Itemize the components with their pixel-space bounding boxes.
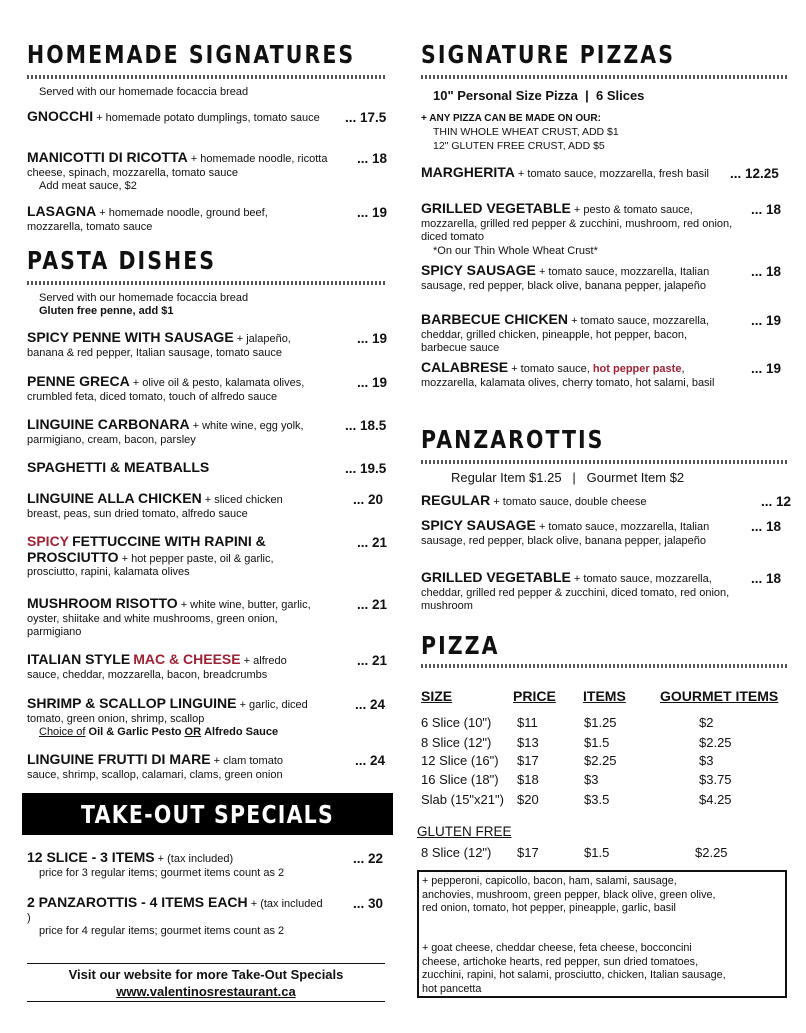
section-intro: Served with our homemade focaccia bread [39,86,249,98]
table-cell: $3 [699,753,714,768]
menu-item: GRILLED VEGETABLE + pesto & tomato sauce, mozzarella, grilled red pepper & zucchini, mushroom, red onion, diced tomato *On our Thin Whole Wheat Crust* [421,200,733,257]
divider [27,281,385,285]
price: ... 18.5 [345,418,387,433]
section-title-pasta: PASTA DISHES [27,246,217,275]
price: ... 19.5 [345,461,387,476]
section-intro: 10" Personal Size Pizza | 6 Slices [433,88,645,103]
takeout-item: 2 PANZAROTTIS - 4 ITEMS EACH + (tax included ) price for 4 regular items; gourmet items count as 2 [27,894,323,937]
table-cell: $1.25 [584,715,617,730]
price: ... 30 [353,896,384,911]
table-header: SIZE [421,688,453,704]
price: ... 21 [357,653,388,668]
menu-item: SPICY PENNE WITH SAUSAGE + jalapeño, banana & red pepper, Italian sausage, tomato sauce [27,329,291,359]
table-cell: $2.25 [699,735,732,750]
price: ... 18 [357,151,388,166]
menu-item: BARBECUE CHICKEN + tomato sauce, mozzarella, cheddar, grilled chicken, pineapple, hot pepper, bacon, barbecue sauce [421,311,709,354]
price: ... 22 [353,851,384,866]
section-intro-gluten: Gluten free penne, add $1 [39,305,174,317]
crust-note: + ANY PIZZA CAN BE MADE ON OUR: [421,113,601,124]
table-cell: $17 [517,845,539,860]
table-cell: 16 Slice (18") [421,772,499,787]
menu-item-lasagna: LASAGNA + homemade noodle, ground beef, mozzarella, tomato sauce [27,203,268,233]
table-cell: $1.5 [584,845,610,860]
section-title-signature-pizzas: SIGNATURE PIZZAS [421,40,676,69]
table-header: GOURMET ITEMS [660,688,779,704]
section-title-takeout: TAKE-OUT SPECIALS [81,800,334,829]
price: ... 17.5 [345,110,387,125]
table-cell: $3.5 [584,792,610,807]
price: ... 24 [355,697,386,712]
menu-item: ITALIAN STYLE MAC & CHEESE + alfredo sauce, cheddar, mozzarella, bacon, breadcrumbs [27,651,287,681]
crust-note: 12" GLUTEN FREE CRUST, ADD $5 [433,140,605,152]
section-title-panzarottis: PANZAROTTIS [421,425,605,454]
table-cell: $3 [584,772,599,787]
table-cell: $2.25 [695,845,728,860]
price: ... 18 [751,571,782,586]
menu-item: MARGHERITA + tomato sauce, mozzarella, fresh basil [421,164,709,180]
divider [421,75,787,79]
menu-item: SPICY SAUSAGE + tomato sauce, mozzarella, Italian sausage, red pepper, black olive, banana pepper, jalapeño [421,262,710,292]
table-cell: $13 [517,735,539,750]
price: ... 19 [357,205,388,220]
table-cell: 8 Slice (12") [421,845,492,860]
price: ... 12.25 [730,166,779,181]
table-header: ITEMS [583,688,626,704]
gluten-free-row [421,845,789,863]
menu-item: MUSHROOM RISOTTO + white wine, butter, garlic, oyster, shiitake and white mushrooms, green onion, parmigiano [27,595,311,638]
table-cell: 6 Slice (10") [421,715,492,730]
regular-toppings: + pepperoni, capicollo, bacon, ham, salami, sausage, anchovies, mushroom, green pepper, black olive, green olive, red onion, tomato, hot pepper, pineapple, garlic, basil [422,875,716,914]
menu-item: LINGUINE FRUTTI DI MARE + clam tomato sauce, shrimp, scallop, calamari, clams, green onion [27,751,283,781]
website-note: Visit our website for more Take-Out Specials [68,967,344,982]
section-title-homemade: HOMEMADE SIGNATURES [27,40,356,69]
table-cell: $2 [699,715,714,730]
price: ... 19 [357,331,388,346]
section-title-pizza: PIZZA [421,631,500,660]
menu-item: REGULAR + tomato sauce, double cheese [421,492,647,508]
price: ... 18 [751,264,782,279]
price: ... 12 [761,494,792,509]
crust-note: THIN WHOLE WHEAT CRUST, ADD $1 [433,126,619,138]
price: ... 18 [751,202,782,217]
menu-item: SHRIMP & SCALLOP LINGUINE + garlic, diced tomato, green onion, shrimp, scallop Choice of Oil & Garlic Pesto OR Alfredo Sauce [27,695,308,738]
takeout-banner [22,793,393,835]
divider [27,75,385,79]
divider [27,963,385,964]
price: ... 21 [357,535,388,550]
table-header: PRICE [513,688,556,704]
price: ... 20 [353,492,384,507]
table-cell: 12 Slice (16") [421,753,499,768]
section-intro: Served with our homemade focaccia bread [39,292,249,304]
table-cell: $17 [517,753,539,768]
menu-item: GRILLED VEGETABLE + tomato sauce, mozzarella, cheddar, grilled red pepper & zucchini, diced tomato, red onion, mushroom [421,569,730,612]
price: ... 21 [357,597,388,612]
pizza-table [421,688,789,808]
website-link[interactable]: www.valentinosrestaurant.ca [116,984,296,999]
menu-item: SPICY SAUSAGE + tomato sauce, mozzarella, Italian sausage, red pepper, black olive, banana pepper, jalapeño [421,517,710,547]
menu-item: LINGUINE ALLA CHICKEN + sliced chicken breast, peas, sun dried tomato, alfredo sauce [27,490,283,520]
table-cell: $3.75 [699,772,732,787]
table-cell: Slab (15"x21") [421,792,504,807]
gourmet-toppings: + goat cheese, cheddar cheese, feta cheese, bocconcini cheese, artichoke hearts, red pepper, sun dried tomatoes, zucchini, rapini, hot salami, prosciutto, chicken, Italian sausage, hot pancetta [422,942,726,995]
divider [27,1001,385,1002]
gluten-free-title: GLUTEN FREE [417,824,512,839]
table-cell: $18 [517,772,539,787]
takeout-item: 12 SLICE - 3 ITEMS + (tax included) price for 3 regular items; gourmet items count as 2 [27,849,285,879]
table-cell: $4.25 [699,792,732,807]
menu-item-manicotti: MANICOTTI DI RICOTTA + homemade noodle, ricotta cheese, spinach, mozzarella, tomato sauce Add meat sauce, $2 [27,149,328,192]
menu-item: PENNE GRECA + olive oil & pesto, kalamata olives, crumbled feta, diced tomato, touch of alfredo sauce [27,373,305,403]
table-cell: $2.25 [584,753,617,768]
price: ... 18 [751,519,782,534]
menu-item: SPAGHETTI & MEATBALLS [27,459,210,475]
table-cell: $11 [517,715,538,730]
table-cell: 8 Slice (12") [421,735,492,750]
menu-item: SPICY FETTUCCINE WITH RAPINI & PROSCIUTTO + hot pepper paste, oil & garlic, prosciutto, rapini, kalamata olives [27,533,274,578]
section-intro: Regular Item $1.25 | Gourmet Item $2 [451,470,685,485]
divider [421,664,787,668]
menu-item: CALABRESE + tomato sauce, hot pepper paste, mozzarella, kalamata olives, cherry tomato, hot salami, basil [421,359,715,389]
menu-item: LINGUINE CARBONARA + white wine, egg yolk, parmigiano, cream, bacon, parsley [27,416,304,446]
price: ... 19 [751,313,782,328]
toppings-box [417,870,787,998]
price: ... 19 [751,361,782,376]
table-cell: $1.5 [584,735,610,750]
price: ... 24 [355,753,386,768]
price: ... 19 [357,375,388,390]
divider [421,460,787,464]
table-cell: $20 [517,792,539,807]
menu-item-gnocchi: GNOCCHI + homemade potato dumplings, tomato sauce [27,108,320,124]
